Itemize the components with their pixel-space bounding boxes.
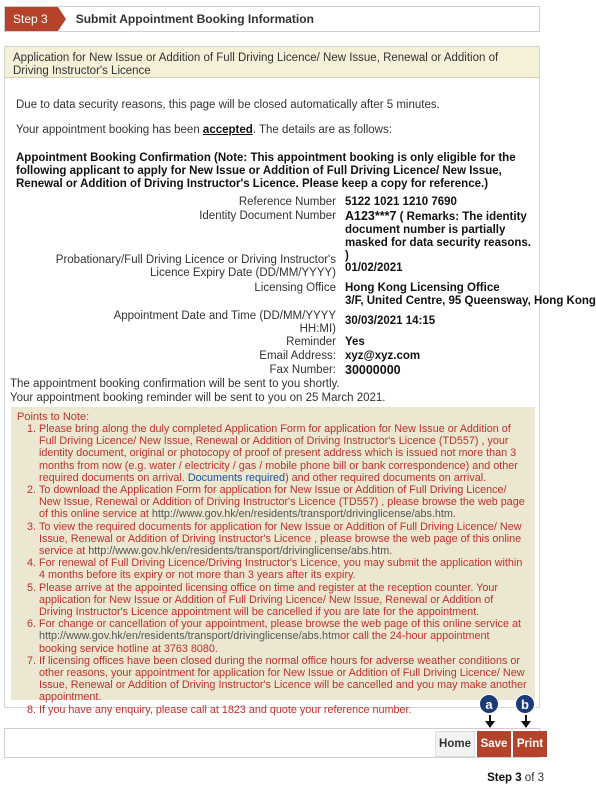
- arrow-down-icon: [489, 715, 491, 726]
- step-title: Submit Appointment Booking Information: [75, 12, 314, 26]
- sent-shortly-message: The appointment booking confirmation will be sent to you shortly.: [10, 378, 340, 390]
- note-item: 5. Please arrive at the appointed licensing office on time and register at the reception counter. Your application for New Issue or Addition of Full Driving Licence/ New Issue, Renewal or Addition of Driving Instructor's Licence appointment will be cancelled if you are late for the appointment.: [39, 582, 529, 619]
- home-button[interactable]: Home: [435, 731, 475, 757]
- id-number: A123***7: [345, 209, 397, 223]
- step-counter: [487, 772, 544, 784]
- note-text: ) and other required documents on arrival.: [285, 471, 487, 484]
- step-tag: Step 3: [5, 7, 58, 31]
- note-item: 3. To view the required documents for application for New Issue or Addition of Full Driving Licence/ New Issue, Renewal or Addition of Driving Instructor's Licence , please browse the web page of this online service at http://www.gov.hk/en/residents/transport/drivinglicense/abs.htm.: [39, 521, 529, 558]
- datetime-value: 30/03/2021 14:15: [345, 315, 436, 327]
- note-text: or call the 24-hour appointment booking service hotline at 3763 8080.: [39, 630, 490, 655]
- annotation-badge-a: a: [479, 694, 499, 714]
- note-text: For change or cancellation of your appointment, please browse the web page of this online service at: [39, 618, 521, 631]
- booking-prefix: Your appointment booking has been: [16, 124, 203, 136]
- booking-status-message: [16, 124, 392, 137]
- step-header: [4, 6, 540, 32]
- note-item: [39, 423, 529, 484]
- booking-suffix: . The details are as follows:: [252, 124, 392, 136]
- step-counter-label: Step: [487, 772, 512, 784]
- office-address: 3/F, United Centre, 95 Queensway, Hong Kong: [345, 295, 596, 307]
- email-value: xyz@xyz.com: [345, 350, 421, 362]
- fax-value: 30000000: [345, 363, 401, 377]
- notes-title: Points to Note:: [17, 411, 90, 423]
- expiry-value: 01/02/2021: [345, 262, 403, 274]
- arrow-down-icon: [525, 715, 527, 726]
- office-name: Hong Kong Licensing Office: [345, 282, 500, 294]
- fax-label: Fax Number:: [269, 364, 336, 376]
- note-item: 2. To download the Application Form for application for New Issue or Addition of Full Driving Licence/ New Issue, Renewal or Addition of Driving Instructor's Licence (TD557) , please browse the web page of this online service at http://www.gov.hk/en/residents/transport/drivinglicense/abs.htm.: [39, 484, 529, 521]
- notes-list: [39, 423, 529, 716]
- expiry-label: Probationary/Full Driving Licence or Driving Instructor's Licence Expiry Date (DD/MM/YYYY): [55, 254, 336, 279]
- note-item: 4. For renewal of Full Driving Licence/Driving Instructor's Licence, you may submit the application within 4 months before its expiry or not more than 3 years after its expiry.: [39, 557, 529, 581]
- email-label: Email Address:: [259, 350, 336, 362]
- booking-status: accepted: [202, 124, 253, 136]
- step-counter-current: 3: [515, 772, 522, 784]
- note-item: 8. If you have any enquiry, please call at 1823 and quote your reference number.: [39, 704, 529, 716]
- step-counter-suffix: of 3: [521, 772, 544, 784]
- note-item: 7. If licensing offices have been closed during the normal office hours for adverse weather conditions or other reasons, your appointment for application for New Issue or Addition of Full Driving Licence/ New Issue, Renewal or Addition of Driving Instructor's Licence will be cancelled and you may make another appointment.: [39, 655, 529, 704]
- points-to-note: [11, 407, 535, 716]
- office-value: [345, 282, 596, 308]
- reminder-value: Yes: [345, 336, 365, 348]
- note-text: Please bring along the duly completed Application Form for application for New Issue or Addition of Full Driving Licence/ New Issue, Renewal or Addition of Driving Instructor's Licence (TD557) , your identity document, original or photocopy of proof of present address which is issued not more than 3 months from now (e.g. water / electricity / gas / mobile phone bill or bank correspondence) and other required documents on arrival.: [39, 423, 518, 484]
- office-label: Licensing Office: [254, 282, 336, 294]
- annotation-badge-b: b: [515, 694, 535, 714]
- note-item: [39, 618, 529, 655]
- print-button[interactable]: Print: [513, 731, 547, 757]
- security-message: Due to data security reasons, this page will be closed automatically after 5 minutes.: [16, 99, 440, 111]
- action-bar: [4, 728, 544, 758]
- note-text: To download the Application Form for application for New Issue or Addition of Full Driving Licence/ New Issue, Renewal or Addition of Driving Instructor's Licence (TD557) , please browse the web page of this online service at: [39, 484, 525, 521]
- reference-label: Reference Number: [238, 196, 336, 208]
- save-button[interactable]: Save: [477, 731, 511, 757]
- panel-heading: Application for New Issue or Addition of Full Driving Licence/ New Issue, Renewal or Addition of Driving Instructor's Licence: [5, 47, 539, 78]
- confirmation-note: Appointment Booking Confirmation (Note: This appointment booking is only eligible for the following applicant to apply for New Issue or Addition of Full Driving Licence/ New Issue, Renewal or Addition of Driving Instructor's Licence. Please keep a copy for reference.): [16, 152, 516, 190]
- change-appointment-link[interactable]: http://www.gov.hk/en/residents/transport/drivinglicense/abs.htm: [39, 630, 341, 643]
- id-remark: ( Remarks: The identity document number is partially masked for data security reasons. ): [345, 211, 531, 262]
- documents-required-link[interactable]: Documents required: [187, 471, 286, 484]
- reference-value: 5122 1021 1210 7690: [345, 196, 457, 208]
- note-text: To view the required documents for application for New Issue or Addition of Full Driving Licence/ New Issue, Renewal or Addition of Driving Instructor's Licence , please browse the web page of this online service at: [39, 520, 522, 558]
- id-label: Identity Document Number: [199, 210, 336, 222]
- datetime-label: Appointment Date and Time (DD/MM/YYYY HH:MI): [113, 310, 336, 335]
- download-form-link[interactable]: http://www.gov.hk/en/residents/transport/drivinglicense/abs.htm: [151, 508, 453, 521]
- required-docs-link[interactable]: http://www.gov.hk/en/residents/transport/drivinglicense/abs.htm: [88, 545, 390, 558]
- reminder-sent-message: Your appointment booking reminder will be sent to you on 25 March 2021.: [10, 392, 386, 404]
- reminder-label: Reminder: [286, 336, 336, 348]
- id-value: [345, 210, 535, 263]
